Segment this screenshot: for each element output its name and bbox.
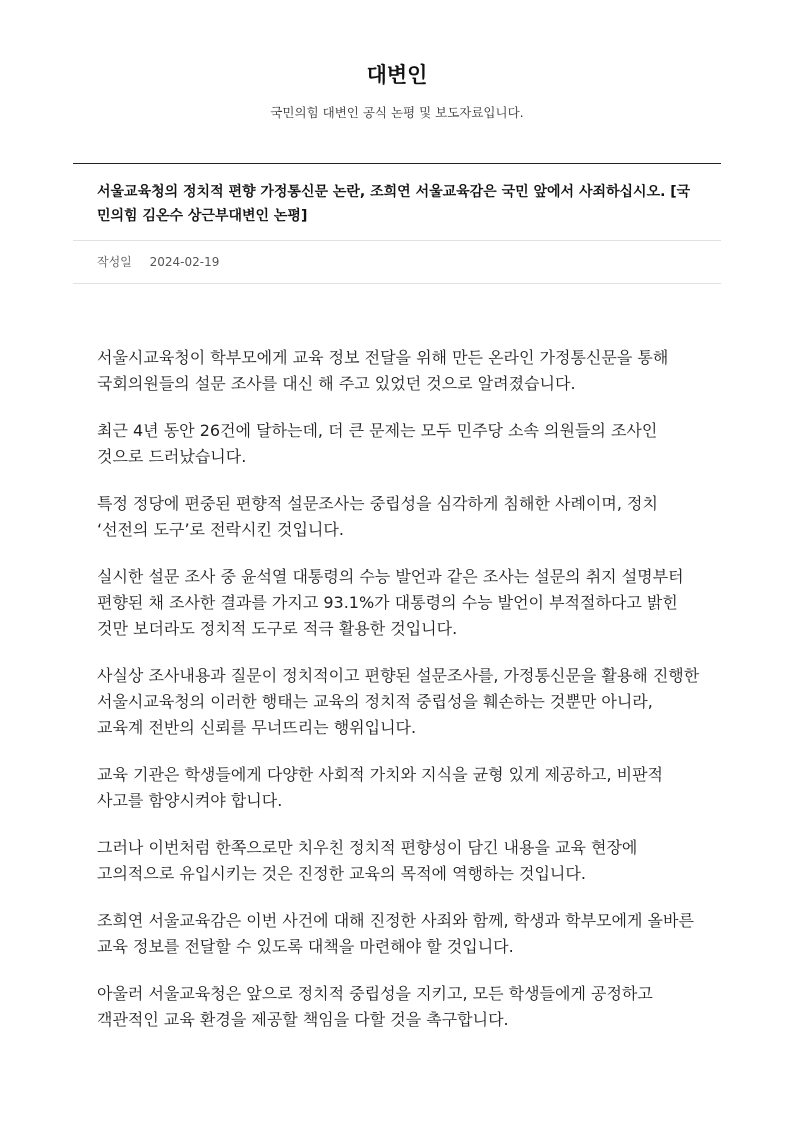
site-description: 국민의힘 대변인 공식 논평 및 보도자료입니다.	[270, 105, 524, 120]
date-label: 작성일	[97, 255, 132, 269]
body-paragraph: 사실상 조사내용과 질문이 정치적이고 편향된 설문조사를, 가정통신문을 활용해 진행한 서울시교육청의 이러한 행태는 교육의 정치적 중립성을 훼손하는 것뿐만 아니라, 교육계 전반의 신뢰를 무너뜨리는 행위입니다.	[97, 666, 700, 737]
title-divider	[73, 240, 721, 241]
post-title: 서울교육청의 정치적 편향 가정통신문 논란, 조희연 서울교육감은 국민 앞에서 사죄하십시오. [국민의힘 김온수 상근부대변인 논평]	[97, 184, 691, 224]
body-paragraph: 실시한 설문 조사 중 윤석열 대통령의 수능 발언과 같은 조사는 설문의 취지 설명부터 편향된 채 조사한 결과를 가지고 93.1%가 대통령의 수능 발언이 부적절하다고 밝힌 것만 보더라도 정치적 도구로 적극 활용한 것입니다.	[97, 567, 684, 638]
post-body	[97, 345, 702, 1054]
post-date: 2024-02-19	[149, 255, 220, 269]
site-title[interactable]: 대변인	[366, 63, 428, 87]
body-paragraph: 아울러 서울교육청은 앞으로 정치적 중립성을 지키고, 모든 학생들에게 공정하고 객관적인 교육 환경을 제공할 책임을 다할 것을 촉구합니다.	[97, 984, 653, 1029]
body-paragraph: 서울시교육청이 학부모에게 교육 정보 전달을 위해 만든 온라인 가정통신문을 통해 국회의원들의 설문 조사를 대신 해 주고 있었던 것으로 알려졌습니다.	[97, 348, 669, 393]
body-paragraph: 교육 기관은 학생들에게 다양한 사회적 가치와 지식을 균형 있게 제공하고, 비판적 사고를 함양시켜야 합니다.	[97, 765, 663, 810]
header-divider	[73, 163, 721, 164]
body-paragraph: 특정 정당에 편중된 편향적 설문조사는 중립성을 심각하게 침해한 사례이며, 정치 ‘선전의 도구’로 전락시킨 것입니다.	[97, 494, 658, 539]
meta-divider	[73, 283, 721, 284]
body-paragraph: 최근 4년 동안 26건에 달하는데, 더 큰 문제는 모두 민주당 소속 의원들의 조사인 것으로 드러났습니다.	[97, 421, 658, 466]
body-paragraph: 조희연 서울교육감은 이번 사건에 대해 진정한 사죄와 함께, 학생과 학부모에게 올바른 교육 정보를 전달할 수 있도록 대책을 마련해야 할 것입니다.	[97, 911, 694, 956]
body-paragraph: 그러나 이번처럼 한쪽으로만 치우친 정치적 편향성이 담긴 내용을 교육 현장에 고의적으로 유입시키는 것은 진정한 교육의 목적에 역행하는 것입니다.	[97, 838, 638, 883]
site-header	[0, 60, 794, 122]
post-meta	[97, 253, 219, 271]
